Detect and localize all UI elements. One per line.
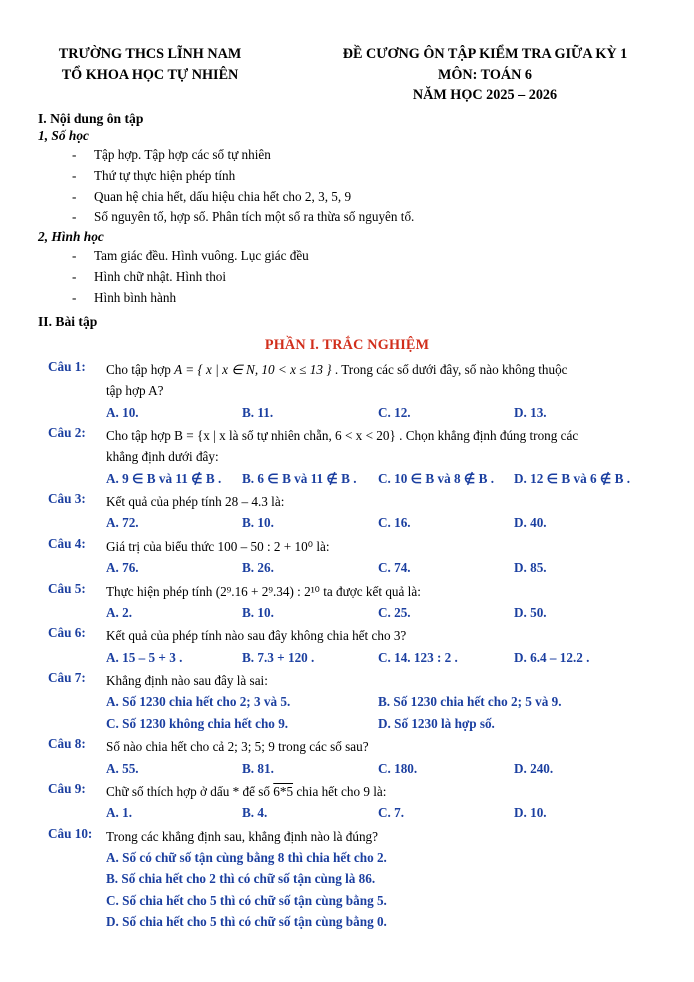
question-1 [0, 358, 694, 424]
question-stem: Thực hiện phép tính (2⁹.16 + 2⁹.34) : 2¹⁰ ta được kết quả là: [106, 583, 421, 599]
option-b[interactable]: B. 10. [242, 604, 274, 620]
list-item: - Tam giác đều. Hình vuông. Lục giác đều [72, 246, 694, 267]
question-label: Câu 4: [48, 535, 86, 551]
question-5 [0, 580, 694, 625]
question-options [106, 557, 650, 578]
stem-text: Chữ số thích hợp ở dấu * để số [106, 783, 270, 799]
hinhhoc-list [0, 246, 694, 309]
option-b[interactable]: B. Số chia hết cho 2 thì có chữ số tận cùng là 86. [106, 871, 376, 887]
question-options [106, 647, 650, 668]
question-options [106, 468, 650, 489]
option-b[interactable]: B. 11. [242, 404, 274, 420]
option-b[interactable]: B. Số 1230 chia hết cho 2; 5 và 9. [378, 694, 562, 710]
option-d[interactable]: D. 12 ∈ B và 6 ∉ B . [514, 470, 631, 486]
question-options [106, 512, 650, 533]
question-label: Câu 1: [48, 358, 86, 374]
section-title-content: I. Nội dung ôn tập [38, 110, 144, 126]
question-label: Câu 7: [48, 670, 86, 686]
question-options [106, 602, 650, 623]
question-3 [0, 490, 694, 535]
question-label: Câu 10: [48, 825, 93, 841]
option-b[interactable]: B. 26. [242, 560, 274, 576]
exam-title: ĐỀ CƯƠNG ÔN TẬP KIỂM TRA GIỮA KỲ 1 [342, 46, 628, 62]
option-c[interactable]: C. Số 1230 không chia hết cho 9. [106, 715, 289, 731]
question-10 [0, 825, 694, 934]
option-c[interactable]: C. 10 ∈ B và 8 ∉ B . [378, 470, 495, 486]
option-b[interactable]: B. 10. [242, 515, 274, 531]
question-stem: Trong các khẳng định sau, khẳng định nào là đúng? [106, 828, 379, 844]
option-b[interactable]: B. 81. [242, 760, 274, 776]
exam-schoolyear: NĂM HỌC 2025 – 2026 [412, 87, 558, 104]
list-item: - Số nguyên tố, hợp số. Phân tích một số ra thừa số nguyên tố. [72, 207, 694, 228]
option-d[interactable]: D. 240. [514, 760, 554, 776]
department-name: TỔ KHOA HỌC TỰ NHIÊN [61, 66, 239, 83]
question-8 [0, 735, 694, 780]
question-label: Câu 5: [48, 580, 86, 596]
stem-text-post: . Trong các số dưới đây, số nào không thuộc [334, 361, 568, 377]
question-options-row1 [106, 691, 650, 712]
option-a[interactable]: A. 55. [106, 760, 139, 776]
option-c[interactable]: C. 74. [378, 560, 411, 576]
option-c[interactable]: C. 180. [378, 760, 418, 776]
option-a[interactable]: A. 10. [106, 404, 139, 420]
question-label: Câu 3: [48, 491, 86, 507]
option-d[interactable]: D. 40. [514, 515, 547, 531]
option-a[interactable]: A. 2. [106, 604, 133, 620]
list-item: - Thứ tự thực hiện phép tính [72, 166, 694, 187]
subsection-title-hinhhoc: 2, Hình học [38, 229, 104, 245]
exam-subject: MÔN: TOÁN 6 [437, 66, 533, 83]
question-options [106, 758, 650, 779]
sohoc-list [0, 145, 694, 228]
option-c[interactable]: C. 25. [378, 604, 411, 620]
option-c[interactable]: C. 16. [378, 515, 411, 531]
section-title-exercises: II. Bài tập [38, 313, 98, 329]
list-item: - Quan hệ chia hết, dấu hiệu chia hết cho 2, 3, 5, 9 [72, 187, 694, 208]
question-stem: Kết quả của phép tính 28 – 4.3 là: [106, 494, 285, 510]
option-c[interactable]: C. 12. [378, 404, 411, 420]
question-stem-line2: tập hợp A? [106, 383, 164, 399]
question-7 [0, 669, 694, 735]
option-a[interactable]: A. Số 1230 chia hết cho 2; 3 và 5. [106, 694, 291, 710]
school-header [0, 44, 300, 106]
option-d[interactable]: D. 13. [514, 404, 547, 420]
option-a[interactable]: A. 76. [106, 560, 139, 576]
stem-math: A = { x | x ∈ N, 10 < x ≤ 13 } [174, 361, 332, 377]
question-6 [0, 624, 694, 669]
option-a[interactable]: A. 72. [106, 515, 139, 531]
question-4 [0, 535, 694, 580]
option-d[interactable]: D. Số 1230 là hợp số. [378, 715, 495, 731]
option-b[interactable]: B. 4. [242, 805, 268, 821]
question-options-row2 [106, 713, 650, 734]
document-header [0, 0, 694, 106]
option-c[interactable]: C. 7. [378, 805, 405, 821]
question-2 [0, 424, 694, 490]
question-stem: Giá trị của biểu thức 100 – 50 : 2 + 10⁰ là: [106, 538, 330, 554]
option-b[interactable]: B. 7.3 + 120 . [242, 649, 315, 665]
question-options [106, 847, 650, 933]
option-b[interactable]: B. 6 ∈ B và 11 ∉ B . [242, 470, 357, 486]
question-options [106, 802, 650, 823]
list-item: - Tập hợp. Tập hợp các số tự nhiên [72, 145, 694, 166]
school-name: TRƯỜNG THCS LĨNH NAM [58, 46, 242, 62]
option-d[interactable]: D. Số chia hết cho 5 thì có chữ số tận cùng bằng 0. [106, 914, 387, 930]
option-d[interactable]: D. 85. [514, 560, 547, 576]
option-a[interactable]: A. 9 ∈ B và 11 ∉ B . [106, 470, 222, 486]
option-a[interactable]: A. 1. [106, 805, 133, 821]
question-stem: Kết quả của phép tính nào sau đây không chia hết cho 3? [106, 628, 407, 644]
option-d[interactable]: D. 10. [514, 805, 547, 821]
exam-header [300, 44, 670, 106]
option-c[interactable]: C. Số chia hết cho 5 thì có chữ số tận cùng bằng 5. [106, 892, 387, 908]
question-label: Câu 9: [48, 780, 86, 796]
question-label: Câu 6: [48, 625, 86, 641]
stem-text-post: chia hết cho 9 là: [296, 783, 387, 799]
question-9 [0, 780, 694, 825]
question-stem-line2: khẳng định dưới đây: [106, 449, 219, 465]
option-c[interactable]: C. 14. 123 : 2 . [378, 649, 458, 665]
stem-math: 6*5 [273, 783, 294, 799]
option-a[interactable]: A. 15 – 5 + 3 . [106, 649, 183, 665]
question-label: Câu 2: [48, 424, 86, 440]
question-stem [106, 781, 650, 802]
part-one-title: PHẦN I. TRẮC NGHIỆM [264, 336, 430, 353]
question-stem [106, 359, 650, 380]
question-label: Câu 8: [48, 736, 86, 752]
question-stem: Số nào chia hết cho cả 2; 3; 5; 9 trong các số sau? [106, 739, 369, 755]
list-item: - Hình bình hành [72, 288, 694, 309]
question-stem: Cho tập hợp B = {x | x là số tự nhiên chẵn, 6 < x < 20} . Chọn khẳng định đúng trong các [106, 427, 579, 443]
list-item: - Hình chữ nhật. Hình thoi [72, 267, 694, 288]
option-a[interactable]: A. Số có chữ số tận cùng bằng 8 thì chia hết cho 2. [106, 850, 387, 866]
stem-text: Cho tập hợp [106, 361, 171, 377]
option-d[interactable]: D. 6.4 – 12.2 . [514, 649, 590, 665]
option-d[interactable]: D. 50. [514, 604, 547, 620]
question-stem: Khẳng định nào sau đây là sai: [106, 673, 268, 689]
subsection-title-sohoc: 1, Số học [38, 127, 89, 143]
question-options [106, 402, 650, 423]
